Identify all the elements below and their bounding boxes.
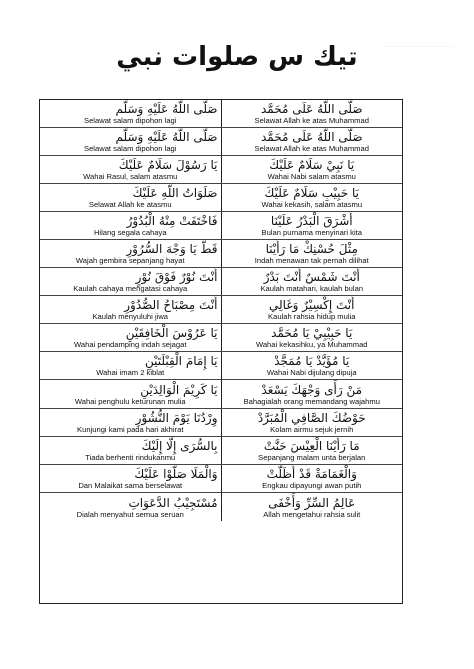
verse-translation: Hilang segala cahaya <box>93 228 167 238</box>
verse-translation: Kunjungi kami pada hari akhirat <box>77 424 184 434</box>
right-verse-cell <box>222 380 403 407</box>
left-verse-cell <box>40 268 222 295</box>
arabic-verse: مِثْلَ حُسْنِكْ مَا رَأَيْنَا <box>265 242 358 257</box>
left-verse-cell <box>40 409 222 436</box>
arabic-verse: مُسْتَجِيْبُ الدَّعَوَاتِ <box>128 495 218 510</box>
right-verse-cell <box>222 184 403 211</box>
right-verse-cell <box>222 409 403 436</box>
verse-translation: Selawat Allah ke atas Muhammad <box>254 144 369 154</box>
right-verse-cell <box>222 156 403 183</box>
arabic-verse: بِالسُّرَى إِلَّا إِلَيْكَ <box>141 438 218 453</box>
arabic-verse: مَا رَأَيْنَا الْعِيْسَ حَنَّتْ <box>263 438 360 453</box>
table-row <box>40 212 402 240</box>
table-row <box>40 296 402 324</box>
arabic-verse: أَنْتَ نُوْرٌ فَوْقَ نُوْرٍ <box>135 270 218 285</box>
verse-translation: Wahai imam 2 kiblat <box>96 368 165 378</box>
verse-translation: Bulan purnama menyinari kita <box>261 228 362 238</box>
left-verse-cell <box>40 465 222 492</box>
verse-translation: Wahai Nabi salam atasmu <box>267 172 356 182</box>
arabic-verse: أَنْتَ إِكْسِيْرٌ وَغَالِي <box>269 298 355 313</box>
table-row <box>40 465 402 493</box>
arabic-verse: عَالِمُ السِّرِّ وَأَخْفَى <box>268 495 356 510</box>
table-row <box>40 268 402 296</box>
left-verse-cell <box>40 296 222 323</box>
right-verse-cell <box>222 465 403 492</box>
table-row <box>40 240 402 268</box>
right-verse-cell <box>222 128 403 155</box>
verse-translation: Kaulah menyuluhi jiwa <box>92 312 169 322</box>
table-row <box>40 184 402 212</box>
arabic-verse: يَا نَبِيْ سَلَامٌ عَلَيْكَ <box>269 158 355 173</box>
arabic-verse: صَلَّى اللّهُ عَلَيْهِ وَسَلَّم <box>115 102 218 117</box>
left-verse-cell <box>40 156 222 183</box>
left-verse-cell <box>40 212 222 239</box>
right-verse-cell <box>222 240 403 267</box>
left-verse-cell <box>40 324 222 351</box>
table-row <box>40 493 402 521</box>
arabic-verse: أَنْتَ مِصْبَاحُ الصُّدُوْرِ <box>124 298 218 313</box>
left-verse-cell <box>40 128 222 155</box>
arabic-verse: حَوْضُكَ الصَّافِي الْمُبَرَّدْ <box>257 410 366 425</box>
left-verse-cell <box>40 100 222 127</box>
left-verse-cell <box>40 240 222 267</box>
arabic-verse: صَلَوَاتُ اللّهِ عَلَيْكَ <box>132 186 218 201</box>
verse-translation: Allah mengetahui rahsia sulit <box>263 509 361 519</box>
verse-translation: Bahagialah orang memandang wajahmu <box>243 396 380 406</box>
right-verse-cell <box>222 212 403 239</box>
arabic-verse: يَا إِمَامَ الْقِبْلَتَيْنِ <box>144 354 218 369</box>
table-row <box>40 352 402 380</box>
left-verse-cell <box>40 352 222 379</box>
table-row <box>40 324 402 352</box>
arabic-verse: أَنْتَ شَمْسٌ أَنْتَ بَدْرٌ <box>263 270 360 285</box>
right-verse-cell <box>222 100 403 127</box>
table-row <box>40 156 402 184</box>
verse-translation: Dialah menyahut semua seruan <box>76 509 184 519</box>
arabic-verse: وِرْدُنَا يَوْمَ النُّشُوْرِ <box>135 410 218 425</box>
verse-translation: Kolam airmu sejuk jernih <box>270 424 354 434</box>
right-verse-cell <box>222 268 403 295</box>
table-row <box>40 100 402 128</box>
arabic-verse: يَا حَبِيْبِ سَلَامٌ عَلَيْكَ <box>264 186 359 201</box>
verse-translation: Tiada berhenti rindukanmu <box>85 452 176 462</box>
verse-translation: Indah menawan tak pernah dilihat <box>254 256 369 266</box>
verse-translation: Engkau dipayungi awan putih <box>262 480 362 490</box>
arabic-verse: يَا مُؤَيَّدْ يَا مُمَجَّدْ <box>274 354 350 369</box>
selawat-table <box>39 99 403 604</box>
table-row <box>40 380 402 408</box>
verse-translation: Selawat Allah ke atas Muhammad <box>254 116 369 126</box>
verse-translation: Sepanjang malam unta berjalan <box>258 452 366 462</box>
arabic-verse: صَلَّى اللّهُ عَلَيْهِ وَسَلَّم <box>115 130 218 145</box>
right-verse-cell <box>222 296 403 323</box>
arabic-verse: صَلَّى اللّهُ عَلَى مُحَمَّد <box>260 102 363 117</box>
arabic-verse: فَاخْتَفَتْ مِنْهُ الْبُدُوْرُ <box>126 214 218 229</box>
verse-translation: Selawat Allah ke atasmu <box>88 200 172 210</box>
left-verse-cell <box>40 437 222 464</box>
verse-translation: Wahai penghulu keturunan mulia <box>74 396 186 406</box>
arabic-verse: يَا كَرِيْمَ الْوَالِدَيْنِ <box>140 382 218 397</box>
arabic-verse: قَطُّ يَا وَجْهَ السُّرُوْرِ <box>126 242 218 257</box>
verse-translation: Kaulah rahsia hidup mulia <box>268 312 356 322</box>
arabic-verse: وَالْغَمَامَةْ قَدْ أَظَلَّتْ <box>266 466 357 481</box>
arabic-verse: أَشْرَقَ الْبَدْرُ عَلَيْنَا <box>270 214 353 229</box>
verse-translation: Kaulah cahaya mengatasi cahaya <box>73 284 188 294</box>
arabic-verse: مَنْ رَأَى وَجْهَكَ يَسْعَدْ <box>261 382 363 397</box>
verse-translation: Wahai Nabi dijulang dipuja <box>266 368 357 378</box>
page-title: تيك س صلوات نبي <box>116 42 358 72</box>
verse-translation: Wajah gembira sepanjang hayat <box>75 256 185 266</box>
arabic-verse: يَا رَسُوْلَ سَلَامٌ عَلَيْكَ <box>118 158 218 173</box>
verse-translation: Kaulah matahari, kaulah bulan <box>260 284 364 294</box>
verse-translation: Selawat salam dipohon lagi <box>84 144 177 154</box>
table-row <box>40 409 402 437</box>
arabic-verse: يَا عَرُوْسَ الْخَافِقَيْنِ <box>125 326 218 341</box>
left-verse-cell <box>40 380 222 407</box>
arabic-verse: يَا حَبِيْبِيْ يَا مُحَمَّد <box>271 326 353 341</box>
verse-translation: Wahai pendamping indah sejagat <box>74 340 187 350</box>
table-row <box>40 128 402 156</box>
arabic-verse: وَالْمَلَا صَلُّوْا عَلَيْكَ <box>134 466 218 481</box>
verse-translation: Wahai kekasihku, ya Muhammad <box>255 340 368 350</box>
right-verse-cell <box>222 437 403 464</box>
arabic-verse: صَلَّى اللّهُ عَلَى مُحَمَّد <box>260 130 363 145</box>
verse-translation: Wahai Rasul, salam atasmu <box>83 172 178 182</box>
right-verse-cell <box>222 493 403 521</box>
verse-translation: Dan Malaikat sama berselawat <box>78 480 183 490</box>
right-verse-cell <box>222 352 403 379</box>
left-verse-cell <box>40 184 222 211</box>
left-verse-cell <box>40 493 222 521</box>
verse-translation: Wahai kekasih, salam atasmu <box>261 200 363 210</box>
verse-translation: Selawat salam dipohon lagi <box>84 116 177 126</box>
right-verse-cell <box>222 324 403 351</box>
table-row <box>40 437 402 465</box>
